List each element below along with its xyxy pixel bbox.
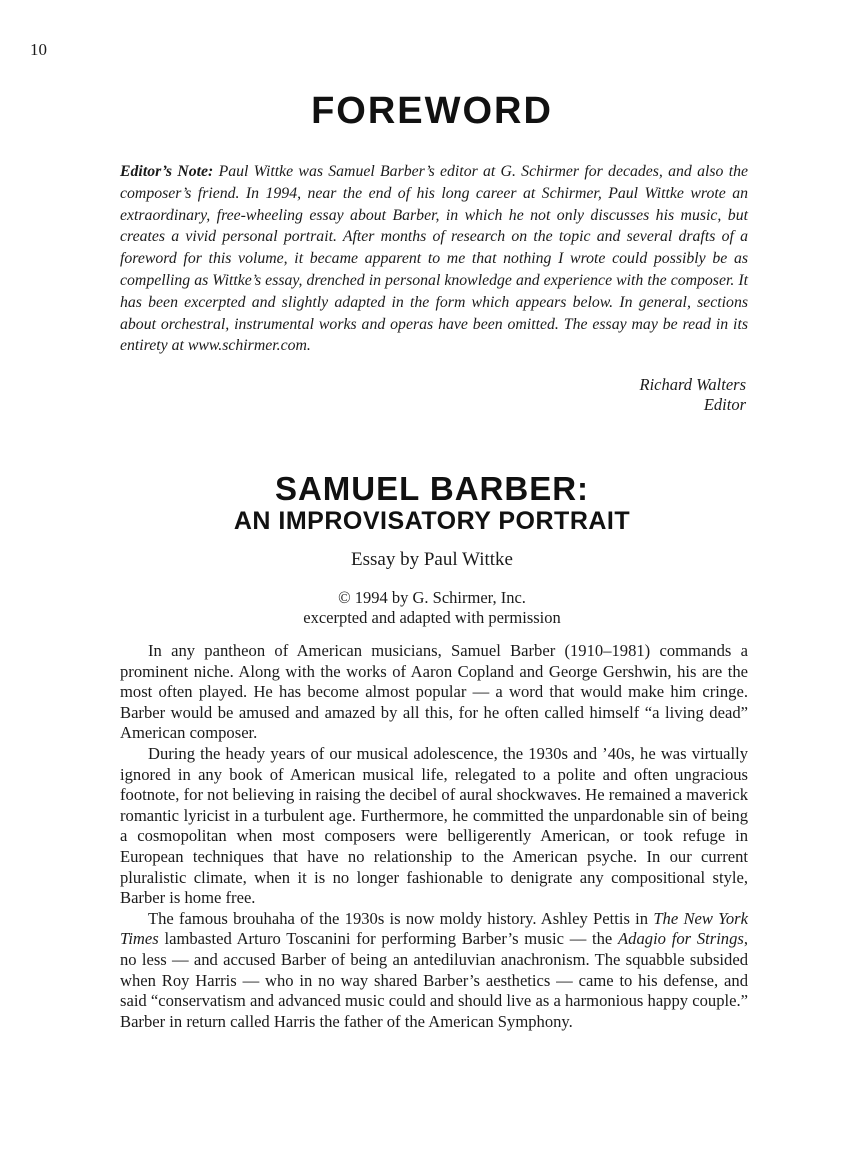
essay-title-line2: AN IMPROVISATORY PORTRAIT (233, 507, 631, 535)
essay-paragraph-1: In any pantheon of American musicians, Samuel Barber (1910–1981) commands a prominent niche. Along with the works of Aaron Copland and George Gershwin, his are the most often played. He has become almost popular — a word that would make him cringe. Barber would be amused and amazed by all this, for he often called himself “a living dead” American composer. (120, 641, 748, 743)
page-number: 10 (30, 40, 47, 59)
signature-role: Editor (703, 395, 746, 414)
editors-note-text: Paul Wittke was Samuel Barber’s editor at G. Schirmer for decades, and also the composer’s friend. In 1994, near the end of his long career at Schirmer, Paul Wittke wrote an extraordinary, free-wheeling essay about Barber, in which he not only discusses his music, but creates a vivid personal portrait. After months of research on the topic and several drafts of a foreword for this volume, it became apparent to me that nothing I wrote could possibly be as compelling as Wittke’s essay, drenched in personal knowledge and experience with the composer. It has been excerpted and slightly adapted in the form which appears below. In general, sections about orchestral, instrumental works and operas have been omitted. The essay may be read in its entirety at www.schirmer.com. (120, 163, 748, 355)
essay-body (120, 641, 748, 1032)
signature-name: Richard Walters (639, 375, 746, 394)
signature-block (640, 375, 747, 415)
essay-paragraph-2: During the heady years of our musical adolescence, the 1930s and ’40s, he was virtually ignored in any book of American musical life, relegated to a polite and often ungracious footnote, for not believing in raising the decibel of aural shockwaves. He remained a maverick romantic lyricist in a turbulent age. Furthermore, he committed the unpardonable sin of being a cosmopolitan when most composers were belligerently American, or took refuge in European techniques that have no relationship to the American psyche. In our current pluralistic climate, when it is no longer fashionable to denigrate any compositional style, Barber is home free. (120, 743, 748, 908)
foreword-title: FOREWORD (311, 90, 553, 132)
essay-title-line1: SAMUEL BARBER: (274, 470, 590, 507)
essay-byline: Essay by Paul Wittke (351, 549, 513, 570)
copyright-line-2: excerpted and adapted with permission (303, 608, 561, 627)
copyright-line-1: © 1994 by G. Schirmer, Inc. (338, 588, 526, 607)
editors-note (120, 161, 748, 357)
editors-note-label: Editor’s Note: (120, 163, 214, 180)
essay-paragraph-3: The famous brouhaha of the 1930s is now moldy history. Ashley Pettis in The New York Times lambasted Arturo Toscanini for performing Barber’s music — the Adagio for Strings, no less — and accused Barber of being an antediluvian anachronism. The squabble subsided when Roy Harris — who in no way shared Barber’s aesthetics — came to his defense, and said “conservatism and advanced music could and should live as a harmonious happy couple.” Barber in return called Harris the father of the American Symphony. (120, 908, 749, 1031)
